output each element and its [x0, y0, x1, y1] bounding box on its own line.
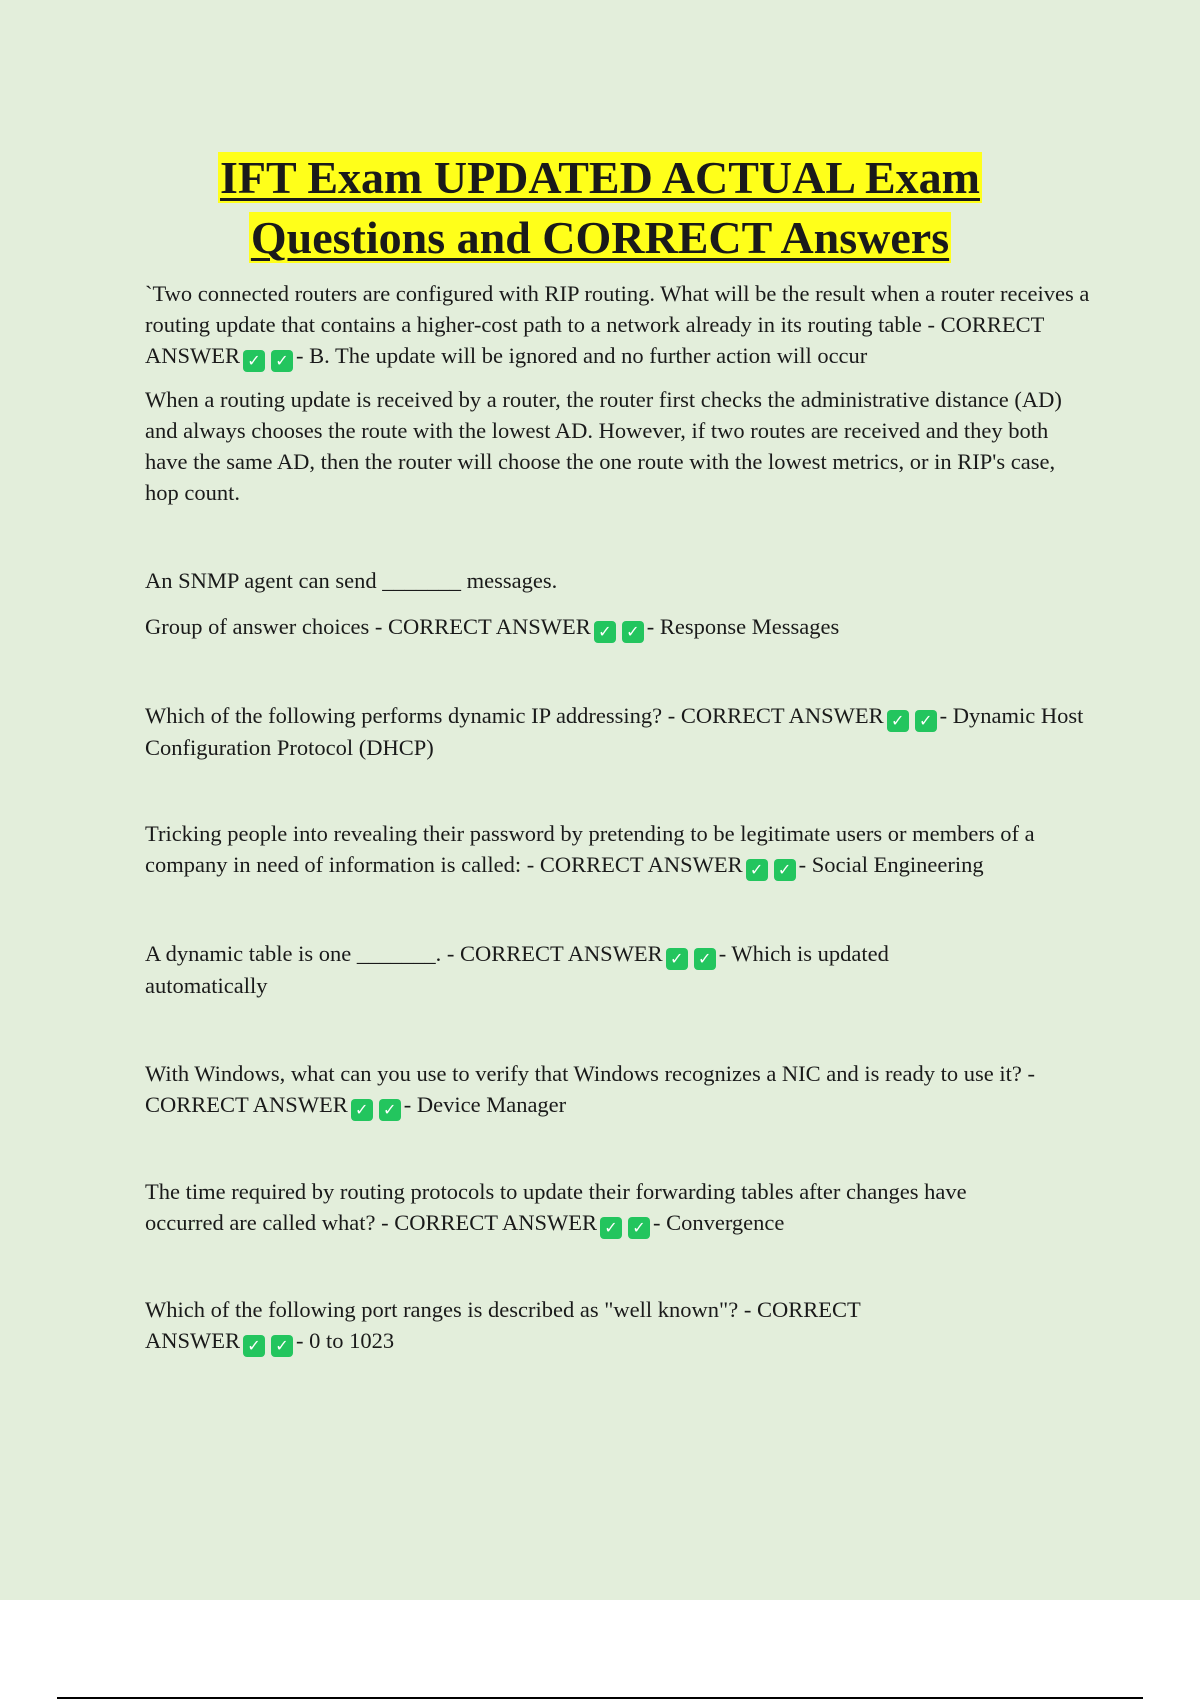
check-box-icon: ✓ — [746, 859, 768, 881]
question-text: The time required by routing protocols to update their forwarding tables after changes have occurred are called what? — [145, 1179, 967, 1235]
check-box-icon: ✓ — [622, 621, 644, 643]
question-5 — [145, 938, 965, 1001]
check-box-icon: ✓ — [271, 1335, 293, 1357]
answer-text: - B. The update will be ignored and no further action will occur — [296, 343, 868, 368]
answer-label: - CORRECT ANSWER — [145, 312, 1044, 368]
check-box-icon: ✓ — [271, 350, 293, 372]
answer-text: - Response Messages — [646, 614, 840, 639]
answer-label: - CORRECT ANSWER — [145, 1061, 1035, 1117]
answer-label: - CORRECT ANSWER — [446, 941, 663, 966]
question-text: With Windows, what can you use to verify that Windows recognizes a NIC and is ready to use it? — [145, 1061, 1022, 1086]
check-box-icon: ✓ — [887, 710, 909, 732]
question-6 — [145, 1058, 1090, 1121]
question-2: An SNMP agent can send _______ messages. — [145, 568, 558, 593]
answer-label: - CORRECT ANSWER — [381, 1210, 597, 1235]
question-text: `Two connected routers are configured with RIP routing. What will be the result when a router receives a routing update that contains a higher-cost path to a network already in its routing table — [145, 281, 1090, 337]
explanation-1: When a routing update is received by a router, the router first checks the administrative distance (AD) and always chooses the route with the lowest AD. However, if two routes are received and they both have the same AD, then the router will choose the one route with the lowest metrics, or in RIP's case, hop count. — [145, 387, 1062, 505]
answer-text: - Device Manager — [403, 1092, 567, 1117]
check-box-icon: ✓ — [379, 1099, 401, 1121]
check-box-icon: ✓ — [694, 948, 716, 970]
title-line-2: Questions and CORRECT Answers — [250, 212, 950, 263]
check-box-icon: ✓ — [666, 948, 688, 970]
question-3 — [145, 700, 1090, 763]
answer-label: - CORRECT ANSWER — [145, 1297, 861, 1353]
answer-label: - CORRECT ANSWER — [374, 614, 591, 639]
check-box-icon: ✓ — [915, 710, 937, 732]
question-text: Which of the following performs dynamic IP addressing? — [145, 703, 663, 728]
check-box-icon: ✓ — [243, 1335, 265, 1357]
title-line-1: IFT Exam UPDATED ACTUAL Exam — [220, 152, 980, 203]
check-box-icon: ✓ — [243, 350, 265, 372]
answer-2 — [145, 611, 1090, 643]
check-box-icon: ✓ — [600, 1217, 622, 1239]
footer-divider — [57, 1697, 1143, 1699]
question-1 — [145, 278, 1090, 372]
question-text: Tricking people into revealing their password by pretending to be legitimate users or members of a company in need of information is called: — [145, 821, 1035, 877]
check-box-icon: ✓ — [594, 621, 616, 643]
answer-text: - Social Engineering — [798, 852, 984, 877]
answer-text: - Dynamic Host Configuration Protocol (DHCP) — [145, 703, 1084, 760]
answer-label: - CORRECT ANSWER — [526, 852, 743, 877]
answer-text: - 0 to 1023 — [296, 1328, 395, 1353]
check-box-icon: ✓ — [351, 1099, 373, 1121]
question-text: A dynamic table is one _______. — [145, 941, 442, 966]
answer-text: - Convergence — [652, 1210, 785, 1235]
answer-label: - CORRECT ANSWER — [667, 703, 884, 728]
question-7 — [145, 1176, 1045, 1239]
check-box-icon: ✓ — [628, 1217, 650, 1239]
question-text: Which of the following port ranges is described as "well known"? — [145, 1297, 739, 1322]
answer-text: - Which is updated automatically — [145, 941, 889, 998]
question-8 — [145, 1294, 925, 1357]
check-box-icon: ✓ — [774, 859, 796, 881]
document-title — [100, 148, 1100, 268]
answer-prefix: Group of answer choices — [145, 614, 370, 639]
qa-list — [145, 278, 1090, 1357]
question-4 — [145, 818, 1090, 881]
